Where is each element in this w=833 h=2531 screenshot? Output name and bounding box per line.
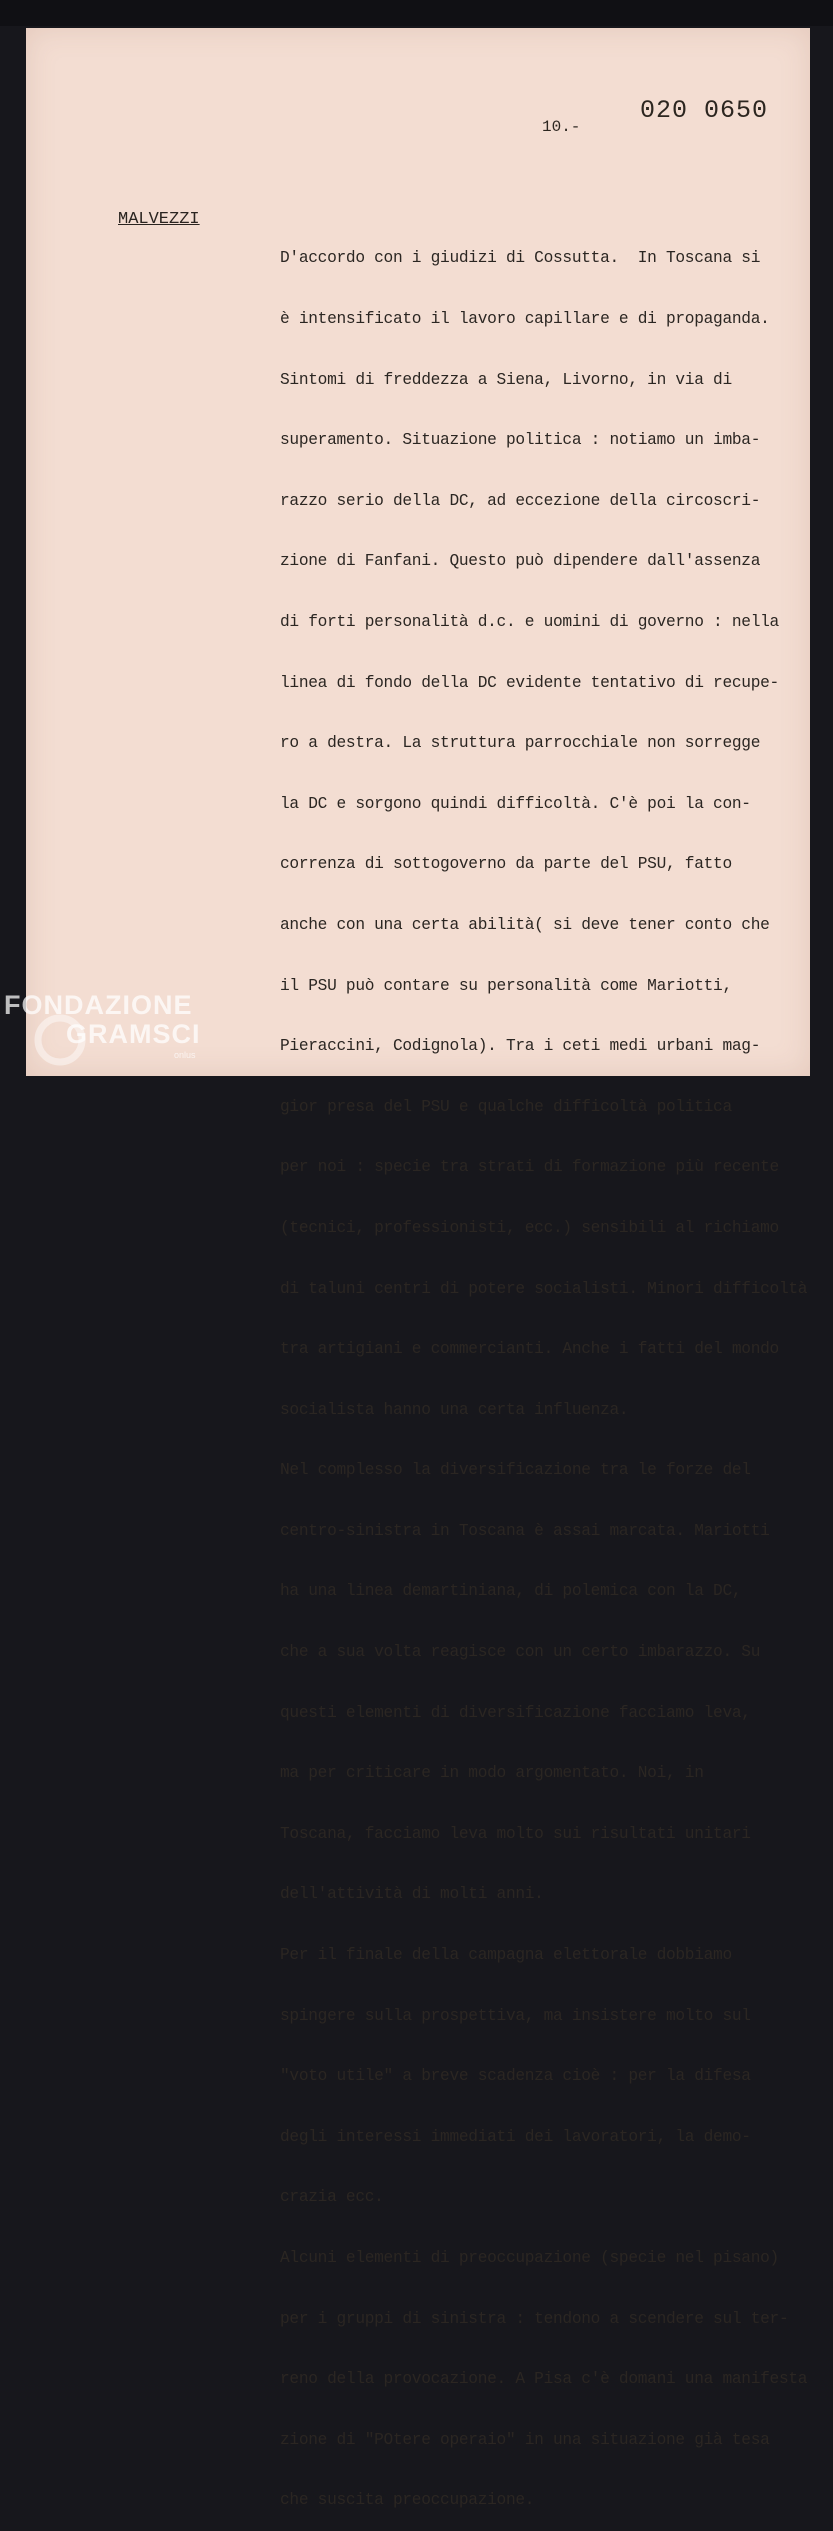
- text-line: "voto utile" a breve scadenza cioè : per la difesa: [280, 2067, 751, 2086]
- text-line: dell'attività di molti anni.: [280, 1885, 544, 1904]
- text-line: superamento. Situazione politica : notiamo un imba-: [280, 431, 761, 450]
- text-line: D'accordo con i giudizi di Cossutta. In Toscana si: [280, 249, 761, 268]
- text-line: (tecnici, professionisti, ecc.) sensibili al richiamo: [280, 1218, 779, 1237]
- text-line: Sintomi di freddezza a Siena, Livorno, in via di: [280, 370, 732, 389]
- watermark-g-icon: [34, 1014, 86, 1066]
- text-line: Toscana, facciamo leva molto sui risultati unitari: [280, 1824, 751, 1843]
- text-line: per noi : specie tra strati di formazione più recente: [280, 1158, 779, 1177]
- text-line: socialista hanno una certa influenza.: [280, 1400, 629, 1419]
- text-line: Nel complesso la diversificazione tra le forze del: [280, 1461, 751, 1480]
- scan-background: [0, 0, 833, 26]
- text-line: Pieraccini, Codignola). Tra i ceti medi urbani mag-: [280, 1037, 761, 1056]
- text-line: zione di Fanfani. Questo può dipendere dall'assenza: [280, 552, 761, 571]
- text-line: il PSU può contare su personalità come Mariotti,: [280, 976, 732, 995]
- text-line: che a sua volta reagisce con un certo imbarazzo. Su: [280, 1643, 761, 1662]
- text-line: di forti personalità d.c. e uomini di governo : nella: [280, 612, 779, 631]
- text-line: ma per criticare in modo argomentato. Noi, in: [280, 1764, 704, 1783]
- text-line: degli interessi immediati dei lavoratori, la demo-: [280, 2127, 751, 2146]
- text-line: anche con una certa abilità( si deve tener conto che: [280, 915, 770, 934]
- page-number: 10.-: [542, 118, 581, 136]
- text-line: centro-sinistra in Toscana è assai marcata. Mariotti: [280, 1521, 770, 1540]
- text-line: che suscita preoccupazione.: [280, 2491, 535, 2510]
- watermark-suffix: onlus: [174, 1050, 196, 1060]
- text-line: razzo serio della DC, ad eccezione della circoscri-: [280, 491, 761, 510]
- watermark-line1: FONDAZIONE: [4, 990, 193, 1020]
- text-line: ha una linea demartiniana, di polemica con la DC,: [280, 1582, 742, 1601]
- text-line: zione di "POtere operaio" in una situazione già tesa: [280, 2430, 770, 2449]
- text-line: Alcuni elementi di preoccupazione (specie nel pisano): [280, 2249, 779, 2267]
- text-line: gior presa del PSU e qualche difficoltà politica: [280, 1097, 732, 1116]
- text-line: correnza di sottogoverno da parte del PSU, fatto: [280, 855, 732, 874]
- text-line: è intensificato il lavoro capillare e di propaganda.: [280, 310, 770, 328]
- text-line: linea di fondo della DC evidente tentativo di recupe-: [280, 673, 779, 692]
- speech-body: [280, 208, 820, 2531]
- text-line: ro a destra. La struttura parrocchiale non sorregge: [280, 734, 761, 753]
- text-line: questi elementi di diversificazione facciamo leva,: [280, 1703, 751, 1722]
- text-line: spingere sulla prospettiva, ma insistere molto sul: [280, 2006, 751, 2025]
- watermark-logo: [4, 990, 201, 1060]
- text-line: tra artigiani e commercianti. Anche i fatti del mondo: [280, 1340, 779, 1359]
- text-line: per i gruppi di sinistra : tendono a scendere sul ter-: [280, 2309, 789, 2328]
- archive-number: 020 0650: [640, 96, 769, 125]
- speaker-name: MALVEZZI: [118, 210, 200, 229]
- text-line: la DC e sorgono quindi difficoltà. C'è poi la con-: [280, 794, 751, 813]
- text-line: reno della provocazione. A Pisa c'è domani una manifesta: [280, 2370, 808, 2389]
- text-line: crazia ecc.: [280, 2188, 384, 2207]
- text-line: Per il finale della campagna elettorale dobbiamo: [280, 1946, 732, 1965]
- watermark-line2: GRAMSCI: [66, 1019, 201, 1049]
- text-line: di taluni centri di potere socialisti. Minori difficoltà: [280, 1279, 808, 1298]
